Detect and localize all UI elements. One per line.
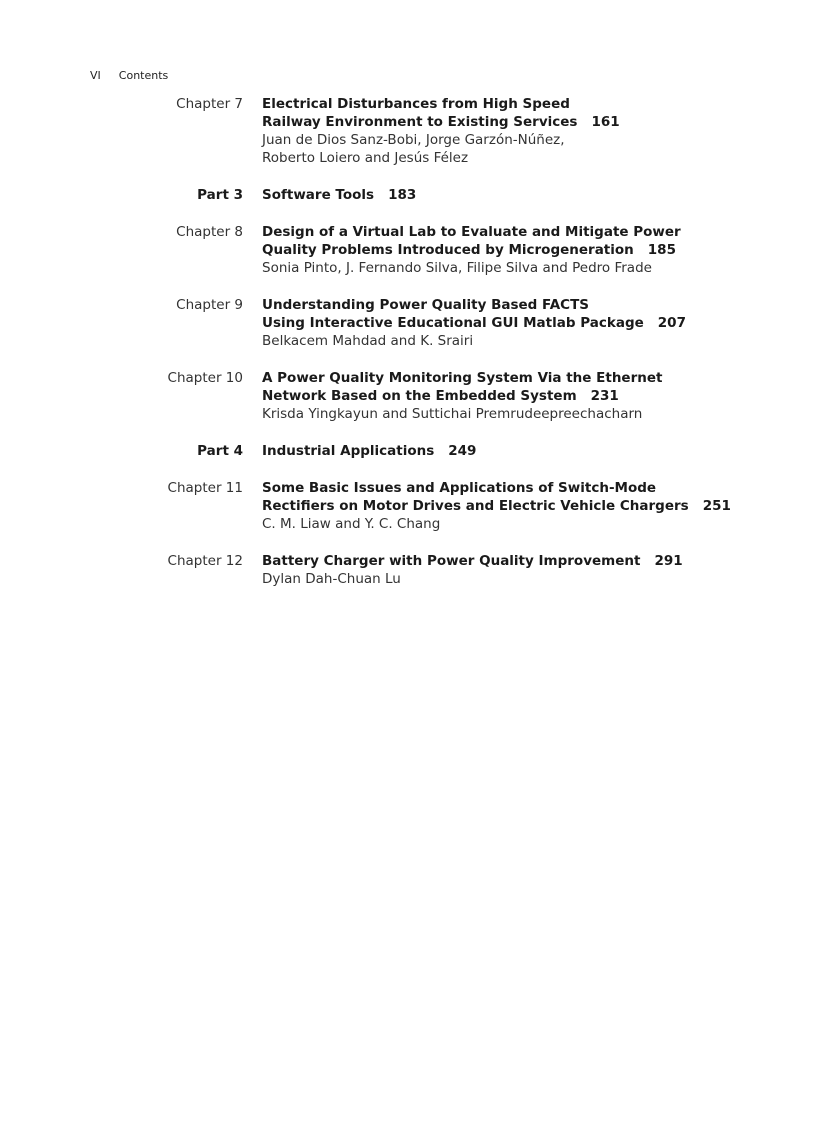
- toc-title-text: Some Basic Issues and Applications of Switch-Mode: [262, 480, 657, 496]
- toc-entry-label: Chapter 7: [176, 96, 243, 112]
- toc-entry-label: Chapter 9: [176, 297, 243, 313]
- toc-entry-authors: Roberto Loiero and Jesús Félez: [262, 150, 469, 166]
- toc-entry-label: Chapter 10: [167, 370, 243, 386]
- toc-page-number[interactable]: 249: [448, 443, 477, 459]
- toc-entry-authors: Sonia Pinto, J. Fernando Silva, Filipe Silva and Pedro Frade: [262, 260, 652, 276]
- toc-entry-authors: Dylan Dah-Chuan Lu: [262, 571, 401, 587]
- toc-entry-title[interactable]: [262, 369, 782, 387]
- toc-title-text: A Power Quality Monitoring System Via the Ethernet: [262, 370, 663, 386]
- toc-entry-authors: C. M. Liaw and Y. C. Chang: [262, 516, 441, 532]
- toc-entry-title[interactable]: [262, 241, 782, 259]
- toc-entry-body: [262, 369, 782, 423]
- toc-entry-title[interactable]: [262, 296, 782, 314]
- toc-entry[interactable]: [0, 186, 816, 204]
- toc-entry-label: Chapter 8: [176, 224, 243, 240]
- running-head: [90, 69, 168, 82]
- toc-title-text: Railway Environment to Existing Services: [262, 114, 578, 130]
- toc-entry[interactable]: [0, 296, 816, 350]
- toc-entry-body: [262, 95, 782, 167]
- toc-title-text: Understanding Power Quality Based FACTS: [262, 297, 589, 313]
- table-of-contents: [0, 95, 816, 607]
- toc-entry-authors: Belkacem Mahdad and K. Srairi: [262, 333, 474, 349]
- toc-page-number[interactable]: 185: [647, 242, 676, 258]
- toc-entry-body: [262, 186, 782, 204]
- toc-entry[interactable]: [0, 95, 816, 167]
- toc-entry-label: Chapter 12: [167, 553, 243, 569]
- toc-page-number[interactable]: 207: [657, 315, 686, 331]
- toc-title-text: Software Tools: [262, 187, 375, 203]
- toc-entry-title[interactable]: [262, 497, 782, 515]
- toc-title-text: Battery Charger with Power Quality Improvement: [262, 553, 641, 569]
- toc-entry-title[interactable]: [262, 223, 782, 241]
- page-number: VI: [90, 69, 101, 82]
- toc-page-number[interactable]: 231: [590, 388, 619, 404]
- toc-entry-body: [262, 552, 782, 588]
- toc-entry-label: Chapter 11: [167, 480, 243, 496]
- toc-entry[interactable]: [0, 442, 816, 460]
- toc-entry[interactable]: [0, 223, 816, 277]
- toc-entry-title[interactable]: [262, 479, 782, 497]
- toc-page-number[interactable]: 251: [702, 498, 731, 514]
- toc-page-number[interactable]: 183: [388, 187, 417, 203]
- toc-entry-title[interactable]: [262, 387, 782, 405]
- toc-entry-body: [262, 442, 782, 460]
- toc-entry-title[interactable]: [262, 442, 782, 460]
- toc-entry-body: [262, 479, 782, 533]
- toc-entry[interactable]: [0, 552, 816, 588]
- toc-title-text: Industrial Applications: [262, 443, 435, 459]
- toc-entry-title[interactable]: [262, 113, 782, 131]
- toc-entry-label: Part 4: [197, 443, 243, 459]
- toc-entry-title[interactable]: [262, 95, 782, 113]
- toc-title-text: Electrical Disturbances from High Speed: [262, 96, 570, 112]
- toc-entry-title[interactable]: [262, 314, 782, 332]
- toc-entry[interactable]: [0, 479, 816, 533]
- toc-title-text: Network Based on the Embedded System: [262, 388, 577, 404]
- toc-page-number[interactable]: 291: [654, 553, 683, 569]
- toc-entry-label: Part 3: [197, 187, 243, 203]
- toc-page-number[interactable]: 161: [591, 114, 620, 130]
- running-head-section: Contents: [118, 69, 169, 82]
- toc-entry-body: [262, 296, 782, 350]
- toc-title-text: Quality Problems Introduced by Microgeneration: [262, 242, 634, 258]
- toc-entry-authors: Krisda Yingkayun and Suttichai Premrudeepreechacharn: [262, 406, 643, 422]
- toc-entry-title[interactable]: [262, 552, 782, 570]
- toc-title-text: Using Interactive Educational GUI Matlab Package: [262, 315, 644, 331]
- toc-entry[interactable]: [0, 369, 816, 423]
- toc-entry-body: [262, 223, 782, 277]
- toc-entry-authors: Juan de Dios Sanz-Bobi, Jorge Garzón-Núñez,: [262, 132, 565, 148]
- toc-title-text: Rectifiers on Motor Drives and Electric Vehicle Chargers: [262, 498, 689, 514]
- toc-title-text: Design of a Virtual Lab to Evaluate and Mitigate Power: [262, 224, 681, 240]
- toc-entry-title[interactable]: [262, 186, 782, 204]
